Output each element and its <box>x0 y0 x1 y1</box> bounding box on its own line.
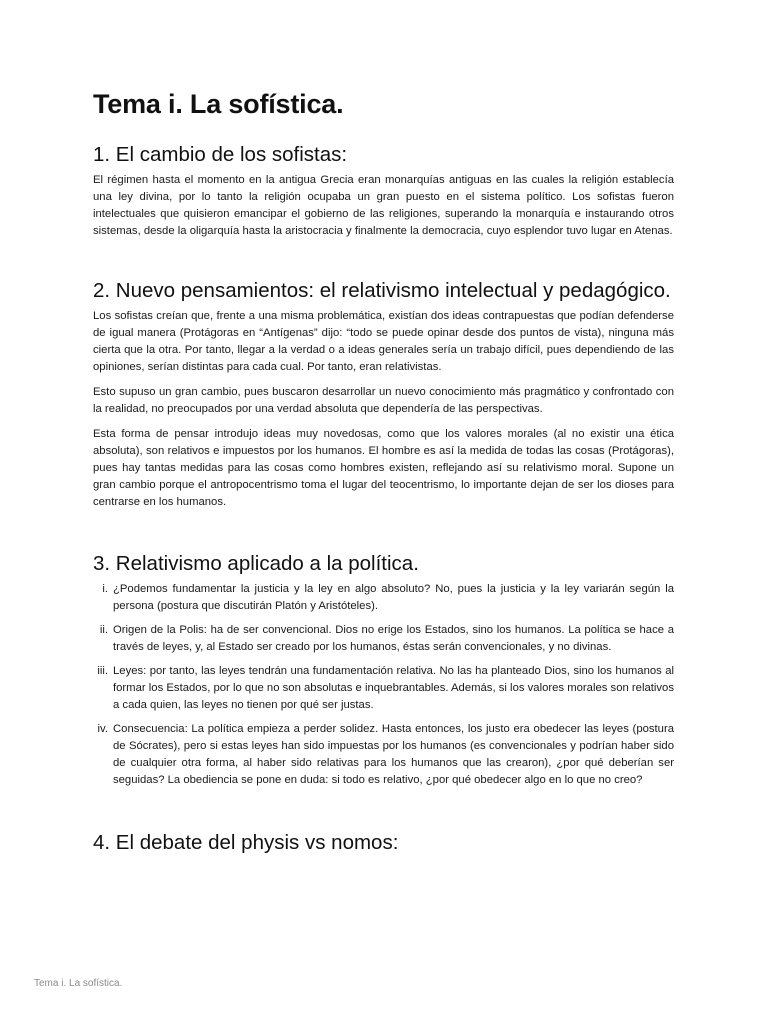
list-marker: i. <box>102 583 108 595</box>
section-spacer <box>93 519 674 551</box>
section-4-heading: 4. El debate del physis vs nomos: <box>93 831 399 854</box>
list-item <box>93 581 674 615</box>
list-item-text: ¿Podemos fundamentar la justicia y la ley en algo absoluto? No, pues la justicia y la ley variarán según la persona (postura que discutirán Platón y Aristóteles). <box>113 583 674 612</box>
list-marker: iii. <box>97 665 108 677</box>
section-4 <box>93 830 674 856</box>
section-2-paragraph-3: Esta forma de pensar introdujo ideas muy novedosas, como que los valores morales (al no existir una ética absoluta), son relativos e impuestos por los humanos. El hombre es así la medida de todas las cosas (Protágoras), pues hay tantas medidas para las cosas como hombres existen, reflejando así su relativismo moral. Supone un gran cambio porque el antropocentrismo toma el lugar del teocentrismo, lo importante dejan de ser los dioses para centrarse en los humanos. <box>93 428 674 508</box>
section-2-paragraph-2: Esto supuso un gran cambio, pues buscaron desarrollar un nuevo conocimiento más pragmático y confrontado con la realidad, no preocupados por una verdad absoluta que dependería de las perspectivas. <box>93 386 674 415</box>
list-marker: ii. <box>99 624 108 636</box>
list-item-text: Consecuencia: La política empieza a perder solidez. Hasta entonces, los justo era obedecer las leyes (postura de Sócrates), pero si estas leyes han sido impuestas por los humanos (es convencionales y podrían haber sido de cualquier otra forma, al haber sido relativas para los humanos que las crearon), ¿por qué deberían ser seguidas? La obediencia se pone en duda: si todo es relativo, ¿por qué obedecer algo en lo que no creo? <box>113 723 674 786</box>
list-item <box>93 721 674 789</box>
list-item-text: Leyes: por tanto, las leyes tendrán una fundamentación relativa. No las ha planteado Dios, sino los humanos al formar los Estados, por lo que no son absolutas e inquebrantables. Además, si los valores morales son relativos a cada quien, las leyes no tienen por qué ser justas. <box>113 665 674 711</box>
list-item-text: Origen de la Polis: ha de ser convencional. Dios no erige los Estados, sino los humanos. La política se hace a través de leyes, y, al Estado ser creado por los humanos, éstas serán convencionales, y no divinas. <box>113 624 674 653</box>
section-2 <box>93 278 674 511</box>
section-3 <box>93 551 674 789</box>
section-2-paragraph-1: Los sofistas creían que, frente a una misma problemática, existían dos ideas contrapuestas que podían defenderse de igual manera (Protágoras en “Antígenas” dijo: “todo se puede opinar desde dos puntos de vista), ninguna más cierta que la otra. Por tanto, llegar a la verdad o a ideas generales sería un trabajo difícil, pues dependiendo de las opiniones, serían distintas para cada cual. Por tanto, eran relativistas. <box>93 310 674 373</box>
list-item <box>93 622 674 656</box>
section-3-heading: 3. Relativismo aplicado a la política. <box>93 552 419 575</box>
section-1-paragraph-1: El régimen hasta el momento en la antigua Grecia eran monarquías antiguas en las cuales la religión establecía una ley divina, por lo tanto la religión ocupaba un gran puesto en el sistema político. Los sofistas fueron intelectuales que quisieron emancipar el gobierno de las religiones, superando la monarquía e instaurando otros sistemas, desde la oligarquía hasta la aristocracia y finalmente la democracia, cuyo esplendor tuvo lugar en Atenas. <box>93 174 674 237</box>
section-1-heading: 1. El cambio de los sofistas: <box>93 143 348 166</box>
section-1 <box>93 142 674 240</box>
list-item <box>93 663 674 714</box>
section-spacer <box>93 796 674 830</box>
roman-list <box>93 581 674 789</box>
page-footer: Tema i. La sofística. <box>34 978 123 989</box>
document-title: Tema i. La sofística. <box>93 89 344 119</box>
document-page <box>93 84 674 860</box>
section-2-heading: 2. Nuevo pensamientos: el relativismo intelectual y pedagógico. <box>93 279 671 302</box>
list-marker: iv. <box>97 723 108 735</box>
section-spacer <box>93 248 674 278</box>
